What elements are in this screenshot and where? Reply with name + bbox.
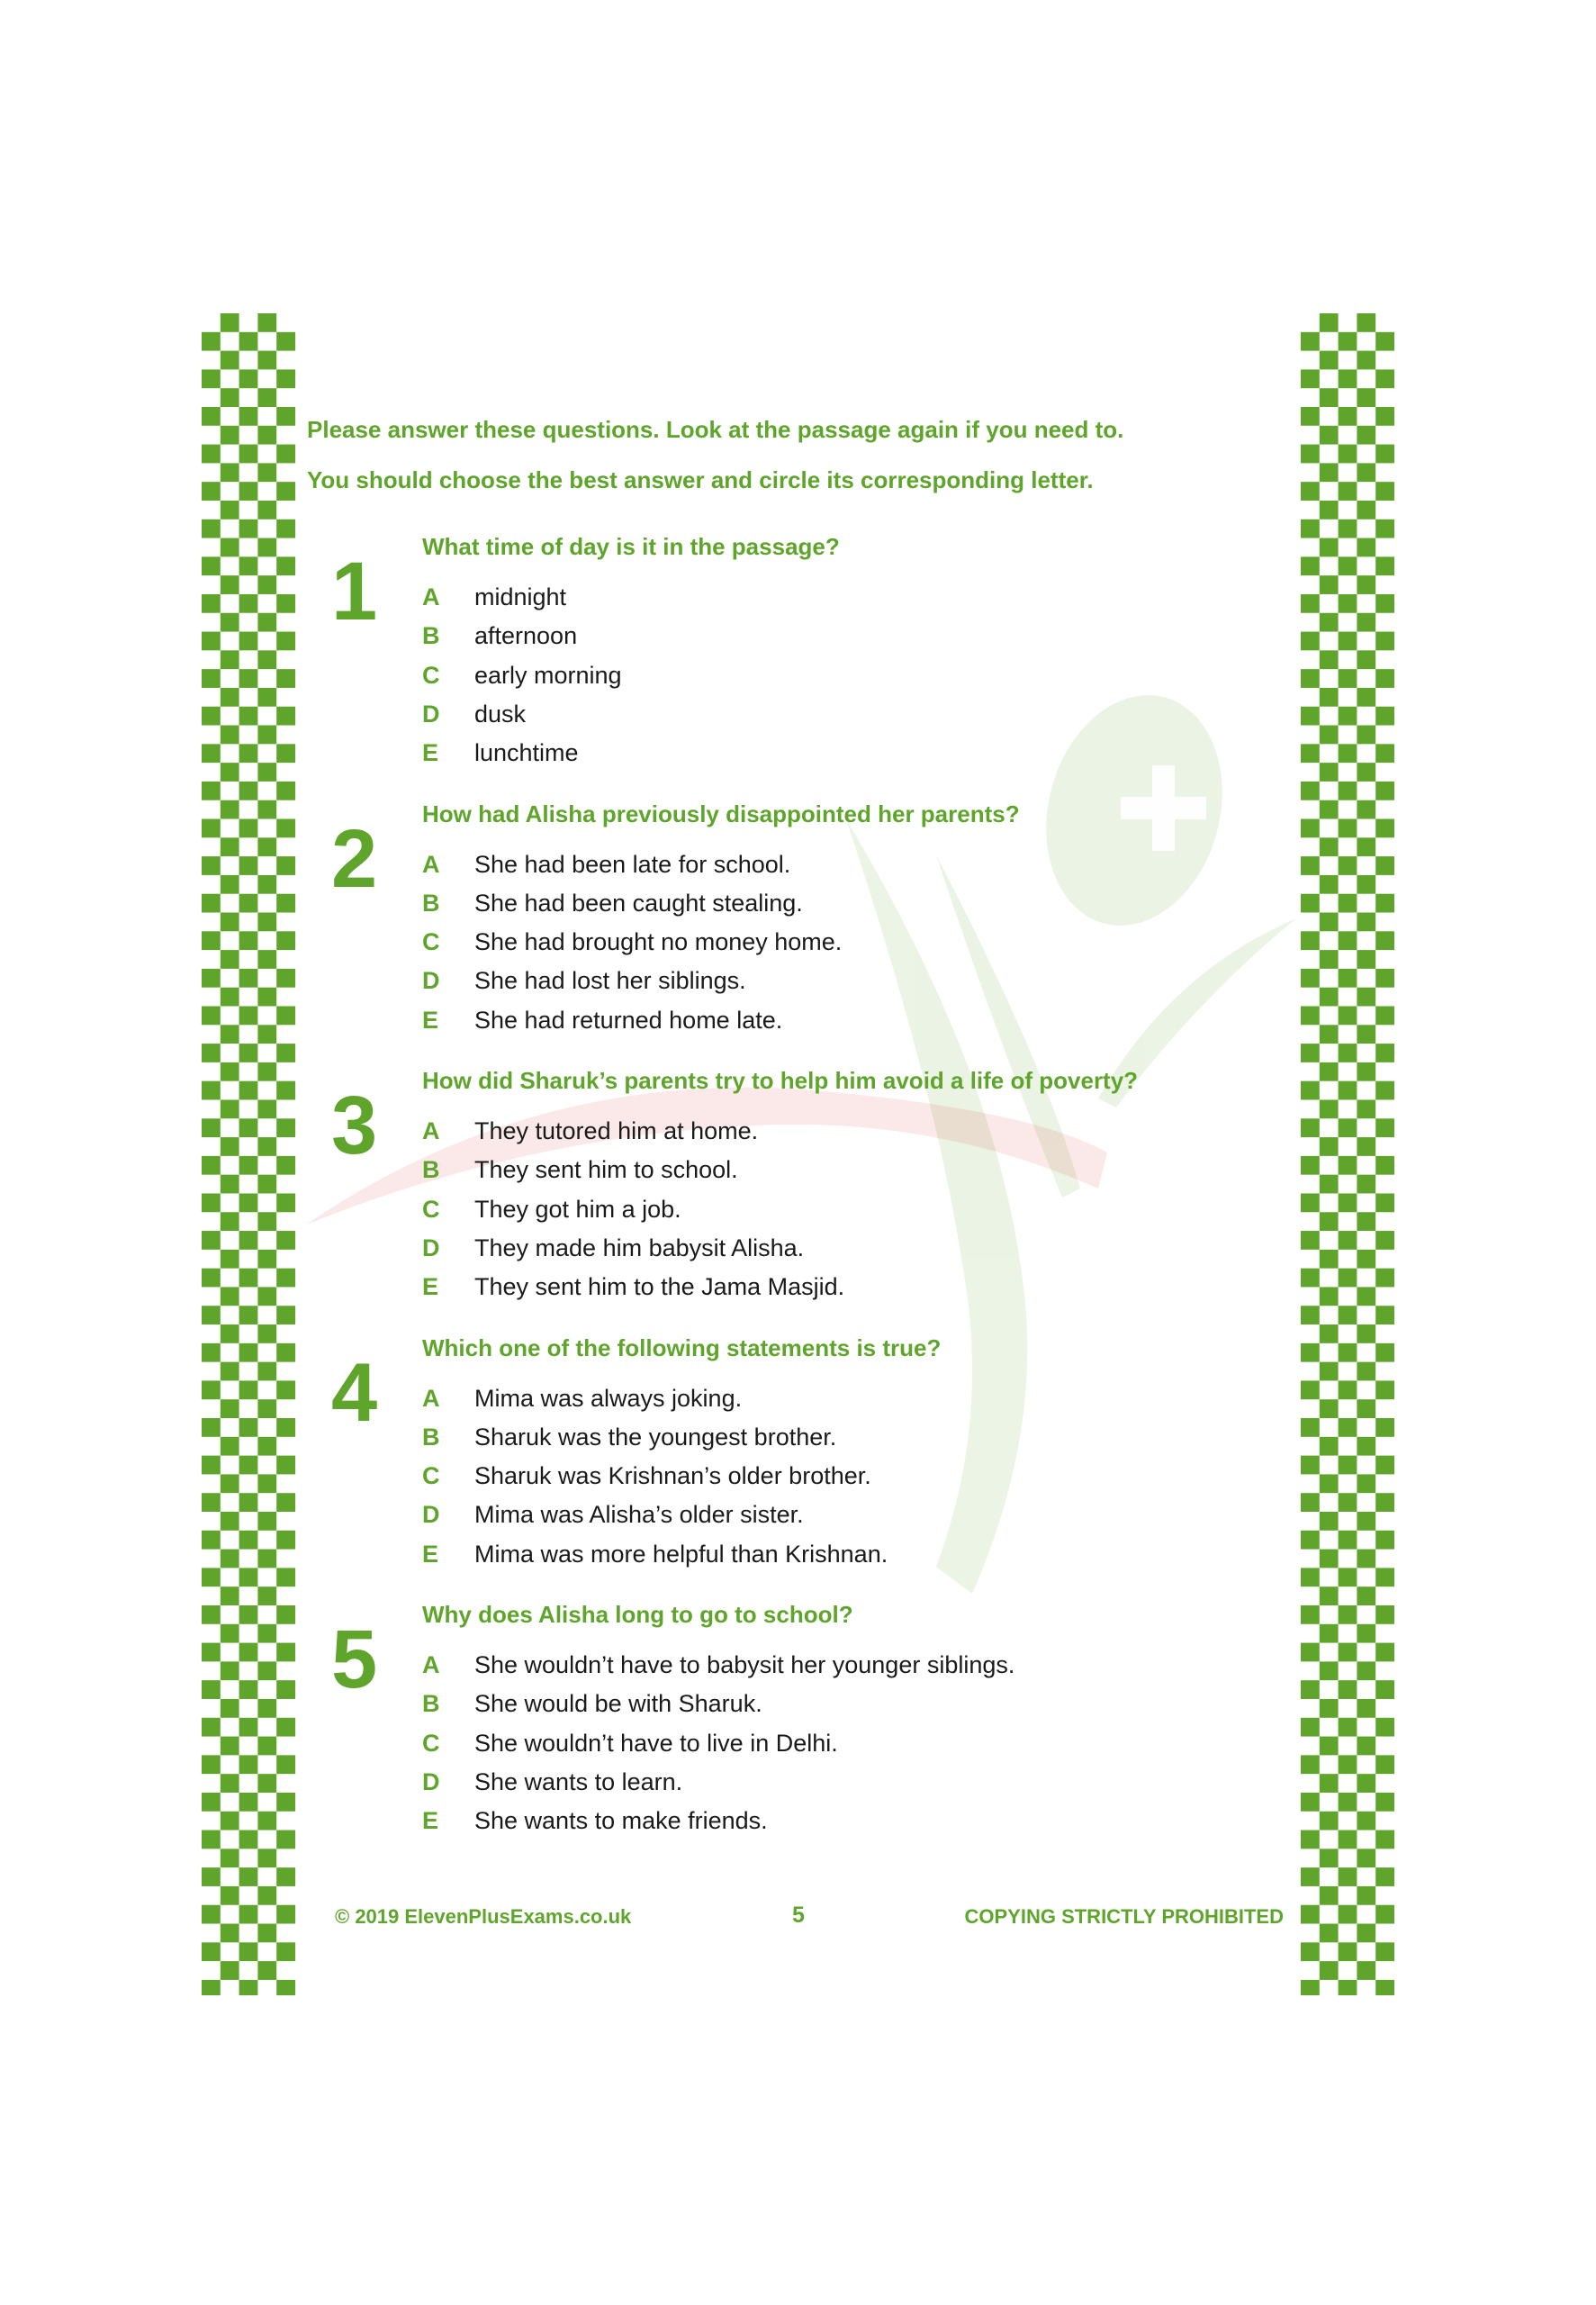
option-text: Sharuk was the youngest brother. (474, 1423, 837, 1451)
option-letter: C (422, 1462, 440, 1490)
option-letter: D (422, 967, 440, 995)
answer-option[interactable] (422, 738, 579, 767)
option-text: She wants to learn. (474, 1767, 683, 1795)
instruction-line-1: Please answer these questions. Look at the passage again if you need to. (307, 416, 1124, 443)
option-text: They sent him to the Jama Masjid. (474, 1273, 845, 1301)
answer-option[interactable] (422, 1195, 681, 1224)
question-text: How did Sharuk’s parents try to help him avoid a life of poverty? (422, 1067, 1139, 1094)
answer-option[interactable] (422, 1461, 871, 1490)
answer-option[interactable] (422, 1767, 682, 1796)
option-text: dusk (474, 700, 527, 728)
option-letter: C (422, 1195, 440, 1223)
option-letter: A (422, 1384, 440, 1412)
option-letter: E (422, 739, 439, 767)
option-text: She wouldn’t have to live in Delhi. (474, 1729, 838, 1757)
question-1 (0, 532, 1596, 799)
option-letter: A (422, 850, 440, 878)
answer-option[interactable] (422, 1272, 844, 1301)
answer-option[interactable] (422, 966, 746, 995)
answer-option[interactable] (422, 1729, 838, 1758)
option-letter: C (422, 928, 440, 956)
question-number: 5 (331, 1614, 378, 1705)
question-text: Which one of the following statements is true? (422, 1333, 942, 1361)
option-letter: A (422, 1651, 440, 1678)
option-letter: B (422, 889, 440, 917)
option-letter: E (422, 1540, 439, 1568)
answer-option[interactable] (422, 700, 526, 728)
answer-option[interactable] (422, 927, 842, 956)
option-letter: E (422, 1273, 439, 1301)
instruction-line-2: You should choose the best answer and circle its corresponding letter. (307, 466, 1094, 493)
option-text: midnight (474, 583, 567, 610)
option-text: Mima was Alisha’s older sister. (474, 1501, 804, 1529)
option-letter: D (422, 1767, 440, 1795)
question-2 (0, 800, 1596, 1066)
option-text: She had been caught stealing. (474, 889, 803, 917)
option-letter: E (422, 1006, 439, 1034)
question-text: How had Alisha previously disappointed her parents? (422, 800, 1020, 827)
question-3 (0, 1066, 1596, 1333)
footer-notice: COPYING STRICTLY PROHIBITED (964, 1905, 1284, 1928)
option-letter: C (422, 1729, 440, 1757)
option-text: She wouldn’t have to babysit her younger siblings. (474, 1651, 1015, 1678)
option-text: They sent him to school. (474, 1156, 738, 1184)
option-text: She had brought no money home. (474, 928, 843, 956)
option-text: afternoon (474, 622, 578, 650)
question-number: 3 (331, 1080, 378, 1171)
option-text: They made him babysit Alisha. (474, 1234, 805, 1261)
answer-option[interactable] (422, 1006, 782, 1035)
option-text: Mima was always joking. (474, 1384, 743, 1412)
answer-option[interactable] (422, 1423, 836, 1451)
option-text: Mima was more helpful than Krishnan. (474, 1540, 888, 1568)
question-number: 1 (331, 546, 378, 637)
option-letter: A (422, 1117, 440, 1144)
option-text: lunchtime (474, 739, 579, 767)
footer-copyright: © 2019 ElevenPlusExams.co.uk (335, 1905, 632, 1928)
option-text: Sharuk was Krishnan’s older brother. (474, 1462, 871, 1490)
option-text: early morning (474, 661, 622, 689)
answer-option[interactable] (422, 1806, 768, 1835)
answer-option[interactable] (422, 1234, 804, 1262)
answer-option[interactable] (422, 661, 622, 690)
question-5 (0, 1600, 1596, 1867)
option-text: She had been late for school. (474, 850, 791, 878)
answer-option[interactable] (422, 1500, 804, 1529)
option-letter: A (422, 583, 440, 610)
answer-option[interactable] (422, 850, 790, 879)
answer-option[interactable] (422, 1650, 1014, 1679)
question-text: What time of day is it in the passage? (422, 533, 840, 560)
question-number: 4 (331, 1346, 378, 1439)
option-letter: B (422, 1156, 440, 1184)
page-number: 5 (792, 1903, 805, 1928)
answer-option[interactable] (422, 1689, 762, 1718)
question-text: Why does Alisha long to go to school? (422, 1601, 853, 1628)
answer-option[interactable] (422, 1384, 742, 1413)
option-text: She had lost her siblings. (474, 967, 746, 995)
answer-option[interactable] (422, 583, 566, 611)
option-letter: D (422, 1501, 440, 1529)
answer-option[interactable] (422, 1116, 758, 1145)
question-number: 2 (331, 812, 378, 905)
option-letter: E (422, 1807, 439, 1835)
option-letter: C (422, 661, 440, 689)
option-text: She would be with Sharuk. (474, 1690, 762, 1718)
answer-option[interactable] (422, 621, 577, 650)
option-text: She wants to make friends. (474, 1807, 768, 1835)
question-4 (0, 1333, 1596, 1600)
option-letter: D (422, 700, 440, 728)
option-letter: B (422, 1423, 440, 1451)
answer-option[interactable] (422, 1155, 738, 1184)
option-text: They tutored him at home. (474, 1117, 759, 1144)
option-letter: D (422, 1234, 440, 1261)
option-text: She had returned home late. (474, 1006, 783, 1034)
answer-option[interactable] (422, 889, 803, 917)
option-text: They got him a job. (474, 1195, 681, 1223)
option-letter: B (422, 1690, 440, 1718)
option-letter: B (422, 622, 440, 650)
answer-option[interactable] (422, 1540, 888, 1568)
